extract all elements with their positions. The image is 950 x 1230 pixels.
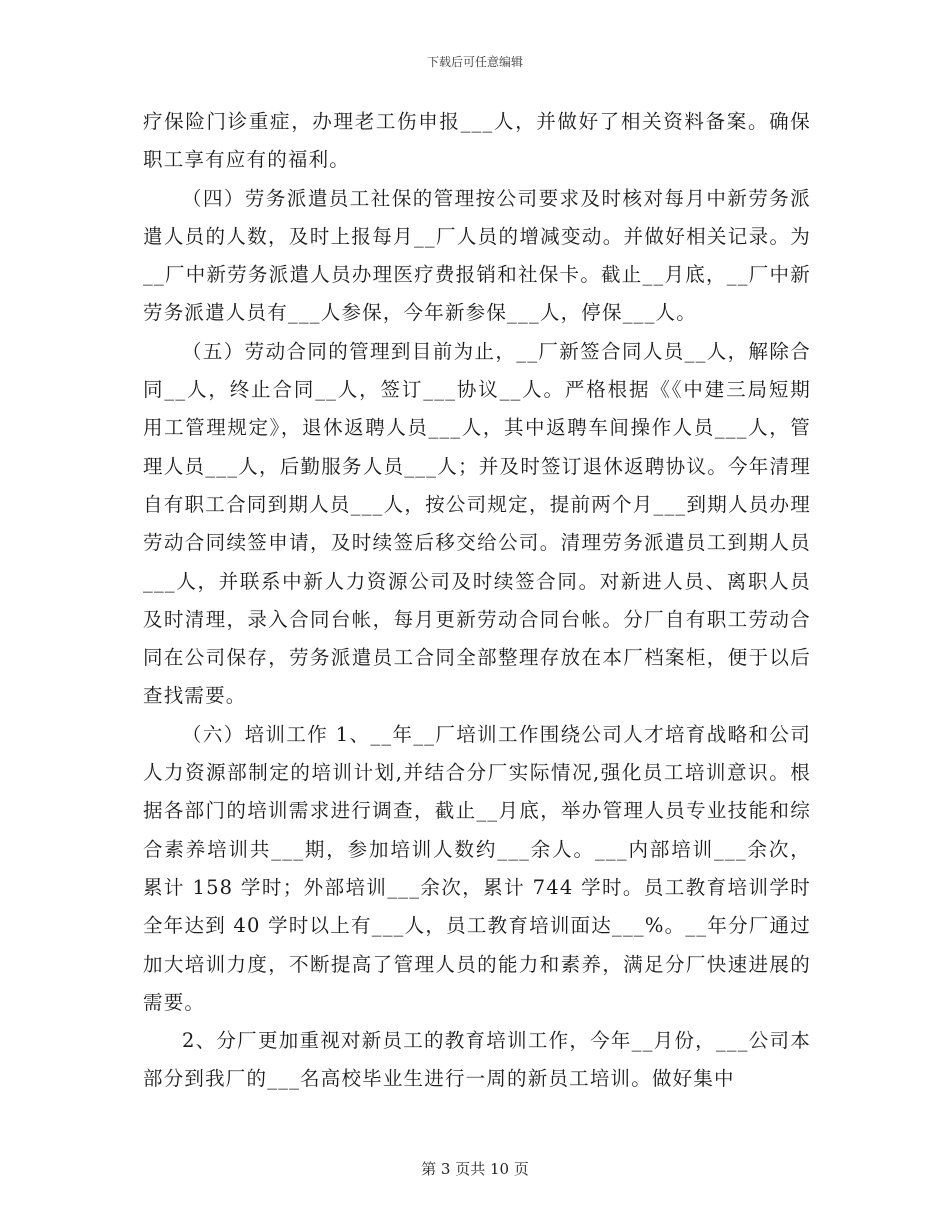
- paragraph-labor-contract: （五）劳动合同的管理到目前为止，__厂新签合同人员__人，解除合同__人，终止合同__人，签订___协议__人。严格根据《《中建三局短期用工管理规定》，退休返聘人员___人，其中返聘车间操作人员___人，管理人员___人，后勤服务人员___人；并及时签订退休返聘协议。今年清理自有职工合同到期人员___人，按公司规定，提前两个月___到期人员办理劳动合同续签申请，及时续签后移交给公司。清理劳务派遣员工到期人员___人，并联系中新人力资源公司及时续签合同。对新进人员、离职人员及时清理，录入合同台帐，每月更新劳动合同台帐。分厂自有职工劳动合同在公司保存，劳务派遣员工合同全部整理存放在本厂档案柜，便于以后查找需要。: [143, 339, 811, 708]
- page-header: 下载后可任意编辑: [426, 55, 523, 69]
- paragraph-dispatch-social-security: （四）劳务派遣员工社保的管理按公司要求及时核对每月中新劳务派遣人员的人数，及时上报每月__厂人员的增减变动。并做好相关记录。为__厂中新劳务派遣人员办理医疗费报销和社保卡。截止__月底，__厂中新劳务派遣人员有___人参保，今年新参保___人，停保___人。: [143, 186, 811, 325]
- paragraph-medical-insurance: 疗保险门诊重症，办理老工伤申报___人，并做好了相关资料备案。确保职工享有应有的福利。: [143, 110, 811, 172]
- document-body: [143, 103, 811, 1099]
- paragraph-training-work: （六）培训工作 1、__年__厂培训工作围绕公司人才培育战略和公司人力资源部制定的培训计划,并结合分厂实际情况,强化员工培训意识。根据各部门的培训需求进行调查，截止__月底，举办管理人员专业技能和综合素养培训共___期，参加培训人数约___余人。___内部培训___余次，累计 158 学时；外部培训___余次，累计 744 学时。员工教育培训学时全年达到 40 学时以上有___人，员工教育培训面达___%。__年分厂通过加大培训力度，不断提高了管理人员的能力和素养，满足分厂快速进展的需要。: [143, 722, 811, 1014]
- paragraph-new-employee-training: 2、分厂更加重视对新员工的教育培训工作，今年__月份，___公司本部分到我厂的___名高校毕业生进行一周的新员工培训。做好集中: [143, 1029, 811, 1091]
- page-footer: 第 3 页共 10 页: [421, 1160, 529, 1178]
